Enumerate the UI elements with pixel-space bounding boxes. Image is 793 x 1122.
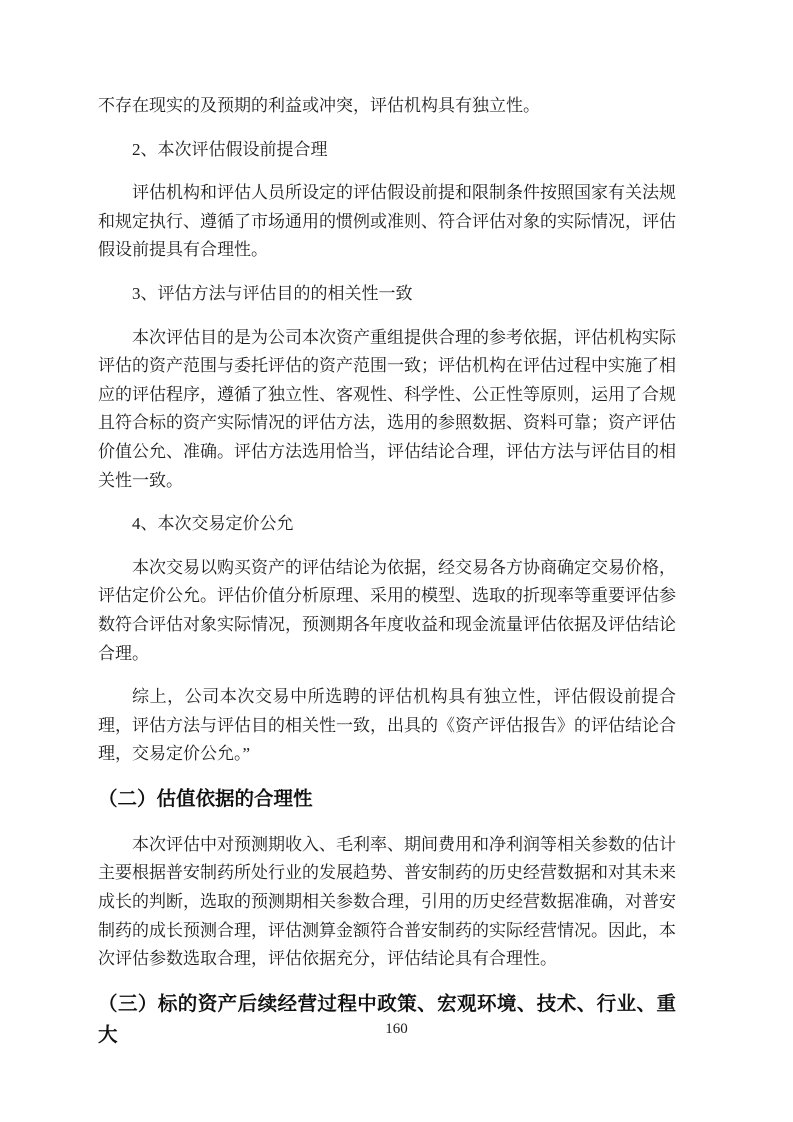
paragraph-summary: 综上，公司本次交易中所选聘的评估机构具有独立性，评估假设前提合理，评估方法与评估目的相关性一致，出具的《资产评估报告》的评估结论合理，交易定价公允。” [98, 687, 676, 764]
page-number: 160 [385, 1021, 408, 1037]
page-footer [0, 1020, 793, 1038]
section-heading-2: （二）估值依据的合理性 [98, 787, 313, 810]
document-body [98, 92, 676, 1067]
numbered-heading-2: 2、本次评估假设前提合理 [132, 139, 328, 159]
section-heading-3: （三）标的资产后续经营过程中政策、宏观环境、技术、行业、重大 [98, 992, 676, 1046]
paragraph-intro-continuation: 不存在现实的及预期的利益或冲突，评估机构具有独立性。 [98, 96, 540, 115]
numbered-heading-4: 4、本次交易定价公允 [132, 514, 294, 534]
paragraph: 本次评估目的是为公司本次资产重组提供合理的参考依据，评估机构实际评估的资产范围与委托评估的资产范围一致；评估机构在评估过程中实施了相应的评估程序，遵循了独立性、客观性、科学性、公正性等原则，运用了合规且符合标的资产实际情况的评估方法，选用的参照数据、资料可靠；资产评估价值公允、准确。评估方法选用恰当，评估结论合理，评估方法与评估目的相关性一致。 [98, 327, 676, 490]
paragraph: 本次评估中对预测期收入、毛利率、期间费用和净利润等相关参数的估计主要根据普安制药所处行业的发展趋势、普安制药的历史经营数据和对其未来成长的判断，选取的预测期相关参数合理，引用的历史经营数据准确，对普安制药的成长预测合理，评估测算金额符合普安制药的实际经营情况。因此，本次评估参数选取合理，评估依据充分，评估结论具有合理性。 [98, 834, 676, 969]
numbered-heading-3: 3、评估方法与评估目的的相关性一致 [132, 283, 413, 303]
paragraph: 评估机构和评估人员所设定的评估假设前提和限制条件按照国家有关法规和规定执行、遵循了市场通用的惯例或准则、符合评估对象的实际情况，评估假设前提具有合理性。 [98, 183, 676, 260]
paragraph: 本次交易以购买资产的评估结论为依据，经交易各方协商确定交易价格，评估定价公允。评估价值分析原理、采用的模型、选取的折现率等重要评估参数符合评估对象实际情况，预测期各年度收益和现金流量评估依据及评估结论合理。 [98, 557, 676, 663]
